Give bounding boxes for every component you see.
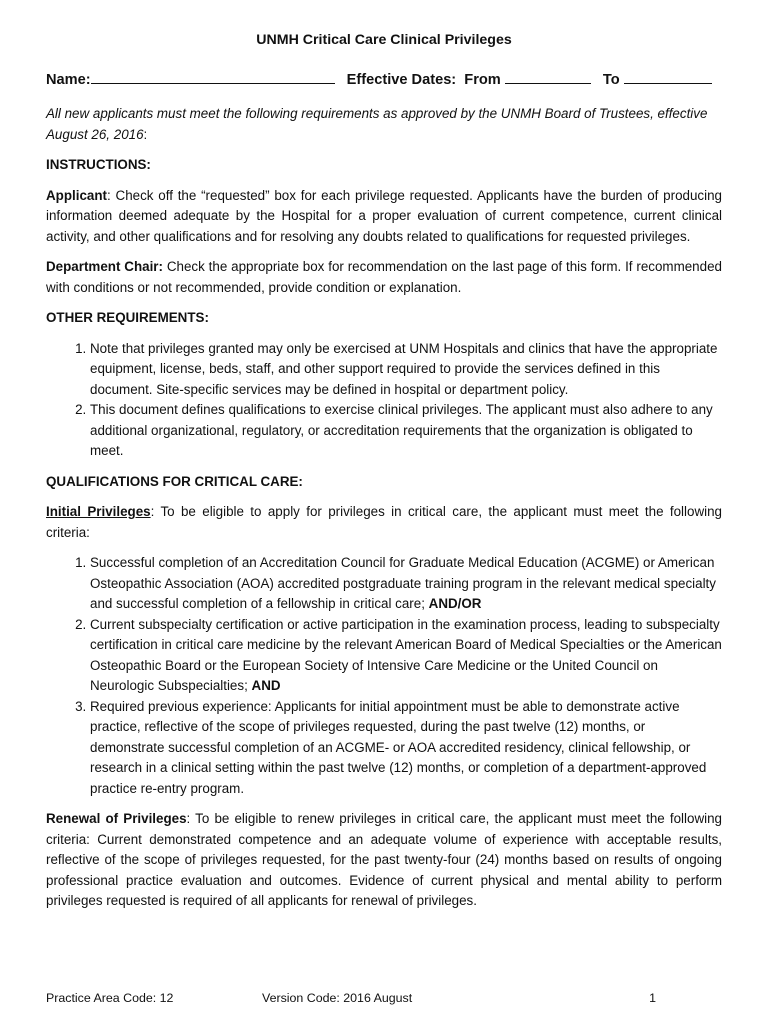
initial-privileges-paragraph: [46, 502, 722, 543]
intro-paragraph: [46, 104, 722, 145]
practice-area-code: Practice Area Code: 12: [46, 991, 174, 1005]
to-date-blank: [624, 69, 712, 84]
department-chair-label: Department Chair:: [46, 259, 163, 274]
initial-privileges-text: : To be eligible to apply for privileges in critical care, the applicant must meet the following criteria:: [46, 504, 722, 540]
department-chair-instruction: [46, 257, 722, 298]
list-item: [90, 697, 722, 800]
applicant-text: : Check off the “requested” box for each privilege requested. Applicants have the burden of producing information deemed adequate by the Hospital for a proper evaluation of current competence, current clinical activity, and other qualifications and for resolving any doubts related to qualifications for requested privileges.: [46, 187, 722, 244]
list-item: 1. Note that privileges granted may only be exercised at UNM Hospitals and clinics that have the appropriate equipment, license, beds, staff, and other support required to provide the services defined in this document. Site-specific services may be defined in hospital or department policy.: [90, 339, 722, 401]
list-item-text: Successful completion of an Accreditation Council for Graduate Medical Education (ACGME) or American Osteopathic Association (AOA) accredited postgraduate training program in the relevant medical specialty and successful completion of a fellowship in critical care;: [90, 555, 716, 611]
list-item-text: Current subspecialty certification or active participation in the examination process, leading to subspecialty certification in critical care medicine by the relevant American Board of Medical Specialties or the American Osteopathic Board or the European Society of Intensive Care Medicine or the United Council on Neurologic Subspecialties;: [90, 616, 722, 693]
list-item-text: Required previous experience: Applicants for initial appointment must be able to demonstrate active practice, reflective of the scope of privileges requested, during the past twelve (12) months, or demonstrate successful completion of an ACGME- or AOA accredited residency, clinical fellowship, or research in a clinical setting within the past twelve (12) months, or completion of a department-approved practice re-entry program.: [90, 698, 707, 796]
list-item: [90, 553, 722, 615]
to-label: To: [602, 71, 620, 88]
applicant-instruction: [46, 186, 722, 248]
renewal-privileges-paragraph: [46, 809, 722, 912]
page-number: 1: [649, 991, 656, 1005]
page-footer: [46, 988, 656, 1009]
instructions-heading: INSTRUCTIONS:: [46, 157, 151, 172]
initial-privileges-label: Initial Privileges: [46, 504, 151, 519]
from-date-blank: [505, 69, 591, 84]
other-requirements-heading: OTHER REQUIREMENTS:: [46, 310, 209, 325]
qualifications-list: [46, 553, 722, 799]
renewal-privileges-text: : To be eligible to renew privileges in critical care, the applicant must meet the following criteria: Current demonstrated competence and an adequate volume of experience with acceptable results, reflective of the scope of privileges requested, for the past twenty-four (24) months based on results of ongoing professional practice evaluation and outcomes. Evidence of current physical and mental ability to perform privileges requested is required of all applicants for renewal of privileges.: [46, 811, 722, 908]
list-item-conjunction: AND: [251, 678, 281, 693]
name-label: Name:: [46, 71, 91, 88]
department-chair-text: Check the appropriate box for recommendation on the last page of this form. If recommended with conditions or not recommended, provide condition or explanation.: [46, 259, 722, 295]
list-item: [90, 615, 722, 697]
effective-dates-label: Effective Dates:: [346, 71, 457, 88]
list-item: 2. This document defines qualifications to exercise clinical privileges. The applicant must also adhere to any additional organizational, regulatory, or accreditation requirements that the organization is obligated to meet.: [90, 400, 722, 462]
qualifications-heading: QUALIFICATIONS FOR CRITICAL CARE:: [46, 473, 303, 489]
page-title: UNMH Critical Care Clinical Privileges: [256, 32, 512, 48]
intro-colon: :: [143, 126, 148, 142]
from-label: From: [464, 71, 501, 88]
renewal-privileges-label: Renewal of Privileges: [46, 811, 187, 826]
name-effective-dates-row: [46, 69, 722, 91]
name-field-blank: [91, 69, 335, 84]
applicant-label: Applicant: [46, 187, 108, 203]
intro-text: All new applicants must meet the following requirements as approved by the UNMH Board of Trustees, effective August 26, 2016: [46, 106, 708, 142]
other-requirements-list: [46, 339, 722, 462]
version-code: Version Code: 2016 August: [262, 991, 413, 1005]
list-item-conjunction: AND/OR: [428, 596, 482, 611]
